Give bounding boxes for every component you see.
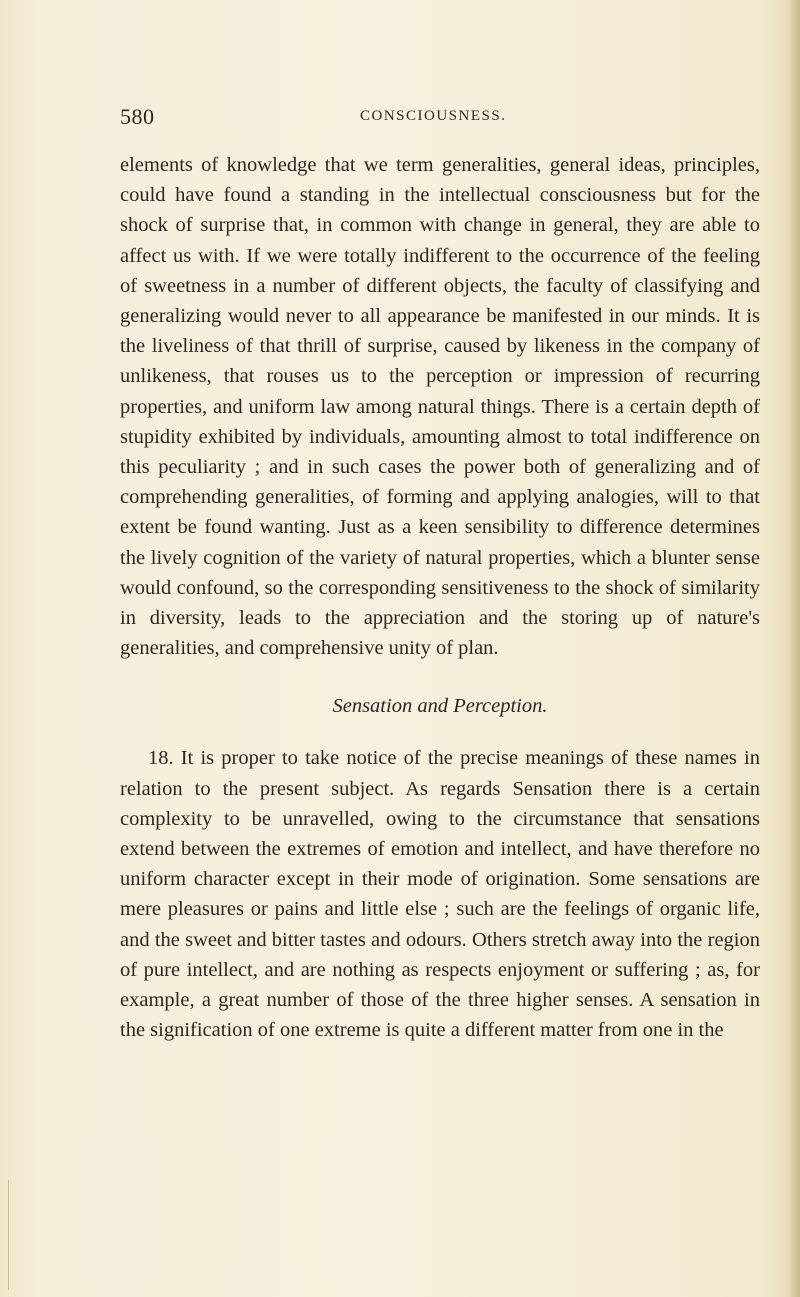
page-number: 580 [120, 104, 155, 129]
paragraph-2: 18. It is proper to take notice of the precise meanings of these names in relation to the present subject. As regards Sensation there is a certain complexity to be unravelled, owing to the circumstance that sensations extend between the extremes of emotion and intellect, and have therefore no uniform character except in their mode of origination. Some sensations are mere pleasures or pains and little else ; such are the feelings of organic life, and the sweet and bitter tastes and odours. Others stretch away into the region of pure intellect, and are nothing as respects enjoyment or suffering ; as, for example, a great number of those of the three higher senses. A sensation in the signification of one extreme is quite a different matter from one in the [120, 747, 760, 1042]
section-heading: Sensation and Perception. [332, 695, 548, 718]
running-title: CONSCIOUSNESS. [360, 108, 507, 124]
margin-mark [8, 1180, 9, 1290]
body-text [120, 150, 760, 1045]
page-edge-shadow [786, 0, 800, 1297]
paragraph-1: elements of knowledge that we term generalities, general ideas, principles, could have found a standing in the intellectual consciousness but for the shock of surprise that, in common with change in general, they are able to affect us with. If we were totally indifferent to the occurrence of the feeling of sweetness in a number of different objects, the faculty of classifying and generalizing would never to all appearance be manifested in our minds. It is the liveliness of that thrill of surprise, caused by likeness in the company of unlikeness, that rouses us to the perception or impression of recurring properties, and uniform law among natural things. There is a certain depth of stupidity exhibited by individuals, amounting almost to total indifference on this peculiarity ; and in such cases the power both of generalizing and of comprehending generalities, of forming and applying analogies, will to that extent be found wanting. Just as a keen sensibility to difference determines the lively cognition of the variety of natural properties, which a blunter sense would confound, so the corresponding sensitiveness to the shock of similarity in diversity, leads to the appreciation and the storing up of nature's generalities, and comprehensive unity of plan. [120, 154, 760, 660]
page-header [120, 104, 680, 134]
